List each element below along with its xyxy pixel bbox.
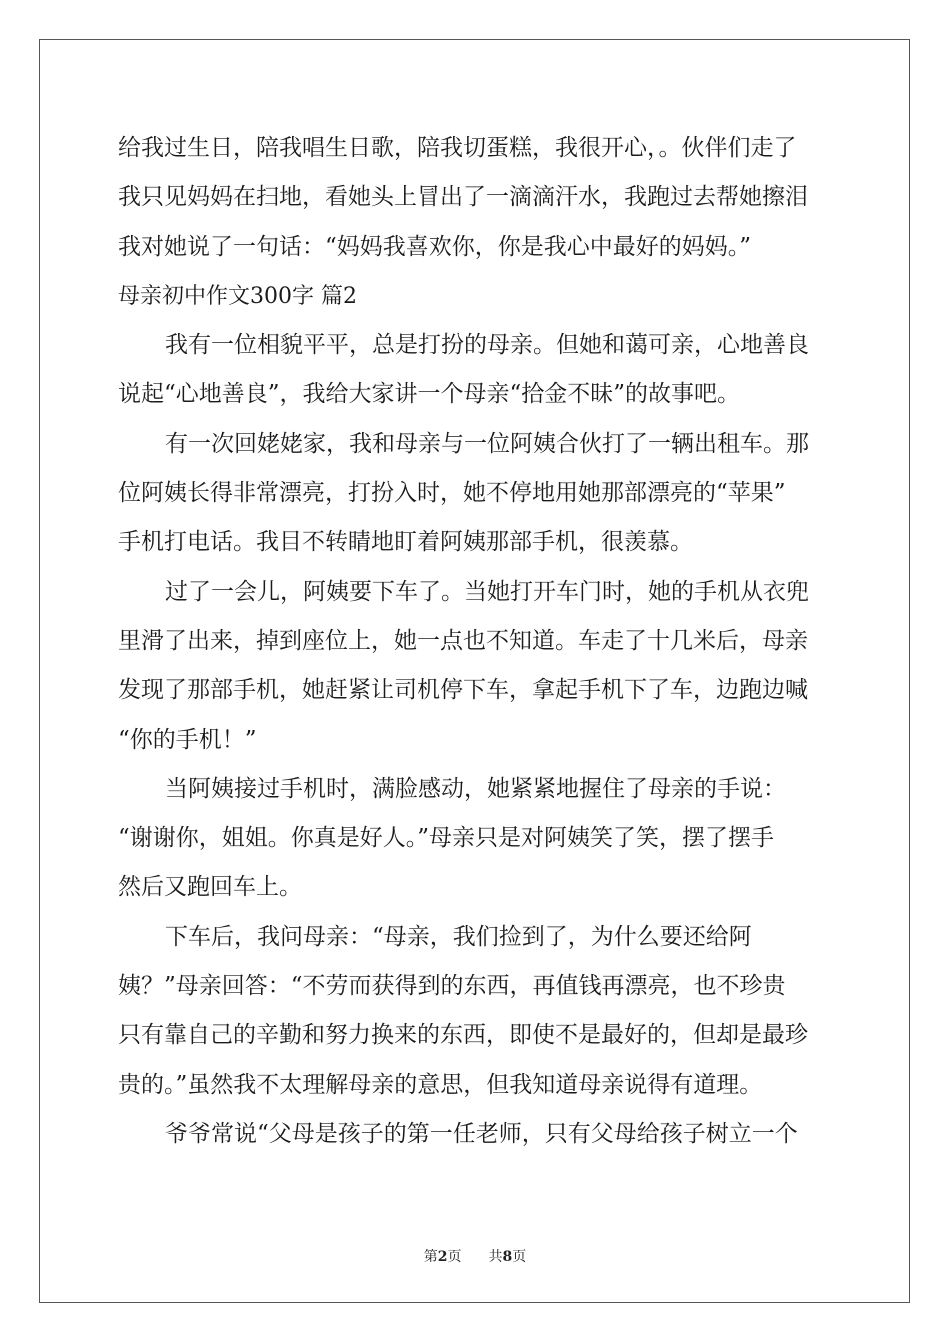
- text-line: 我对她说了一句话：“妈妈我喜欢你，你是我心中最好的妈妈。”: [118, 233, 752, 260]
- document-body: [118, 124, 838, 1159]
- paragraph-first-line: 我有一位相貌平平，总是打扮的母亲。但她和蔼可亲，心地善良: [165, 332, 809, 359]
- text-line: 说起“心地善良”，我给大家讲一个母亲“拾金不昧”的故事吧。: [118, 381, 741, 408]
- section-heading: 母亲初中作文300字 篇2: [118, 283, 357, 309]
- text-line: “谢谢你，姐姐。你真是好人。”母亲只是对阿姨笑了笑，摆了摆手: [118, 825, 775, 852]
- text-line: 贵的。”虽然我不太理解母亲的意思，但我知道母亲说得有道理。: [118, 1071, 763, 1098]
- paragraph-first-line: 下车后，我问母亲：“母亲，我们捡到了，为什么要还给阿: [165, 923, 752, 950]
- text-line: 只有靠自己的辛勤和努力换来的东西，即使不是最好的，但却是最珍: [118, 1022, 808, 1049]
- text-line: 我只见妈妈在扫地，看她头上冒出了一滴滴汗水，我跑过去帮她擦泪: [118, 184, 808, 211]
- text-line: 里滑了出来，掉到座位上，她一点也不知道。车走了十几米后，母亲: [118, 627, 808, 654]
- text-line: 发现了那部手机，她赶紧让司机停下车，拿起手机下了车，边跑边喊: [118, 677, 808, 704]
- text-line: 然后又跑回车上。: [118, 874, 302, 901]
- total-label-prefix: 共: [488, 1249, 503, 1265]
- current-page-number: 2: [437, 1249, 448, 1265]
- page-label-prefix: 第: [423, 1249, 438, 1265]
- text-line: 手机打电话。我目不转睛地盯着阿姨那部手机，很羡慕。: [118, 529, 693, 556]
- paragraph-first-line: 过了一会儿，阿姨要下车了。当她打开车门时，她的手机从衣兜: [165, 578, 809, 605]
- paragraph-first-line: 爷爷常说“父母是孩子的第一任老师，只有父母给孩子树立一个: [165, 1120, 798, 1147]
- total-label-suffix: 页: [512, 1249, 527, 1265]
- total-page-count: 8: [502, 1249, 513, 1265]
- paragraph-first-line: 有一次回姥姥家，我和母亲与一位阿姨合伙打了一辆出租车。那: [165, 430, 809, 457]
- page-label-suffix: 页: [447, 1249, 462, 1265]
- page-footer: [0, 1246, 950, 1266]
- text-line: 给我过生日，陪我唱生日歌，陪我切蛋糕，我很开心，。伙伴们走了: [118, 135, 797, 161]
- text-line: 位阿姨长得非常漂亮，打扮入时，她不停地用她那部漂亮的“苹果”: [118, 480, 786, 507]
- text-line: 姨？”母亲回答：“不劳而获得到的东西，再值钱再漂亮，也不珍贵: [118, 973, 786, 1000]
- paragraph-first-line: 当阿姨接过手机时，满脸感动，她紧紧地握住了母亲的手说：: [165, 775, 786, 802]
- text-line: “你的手机！”: [118, 726, 257, 753]
